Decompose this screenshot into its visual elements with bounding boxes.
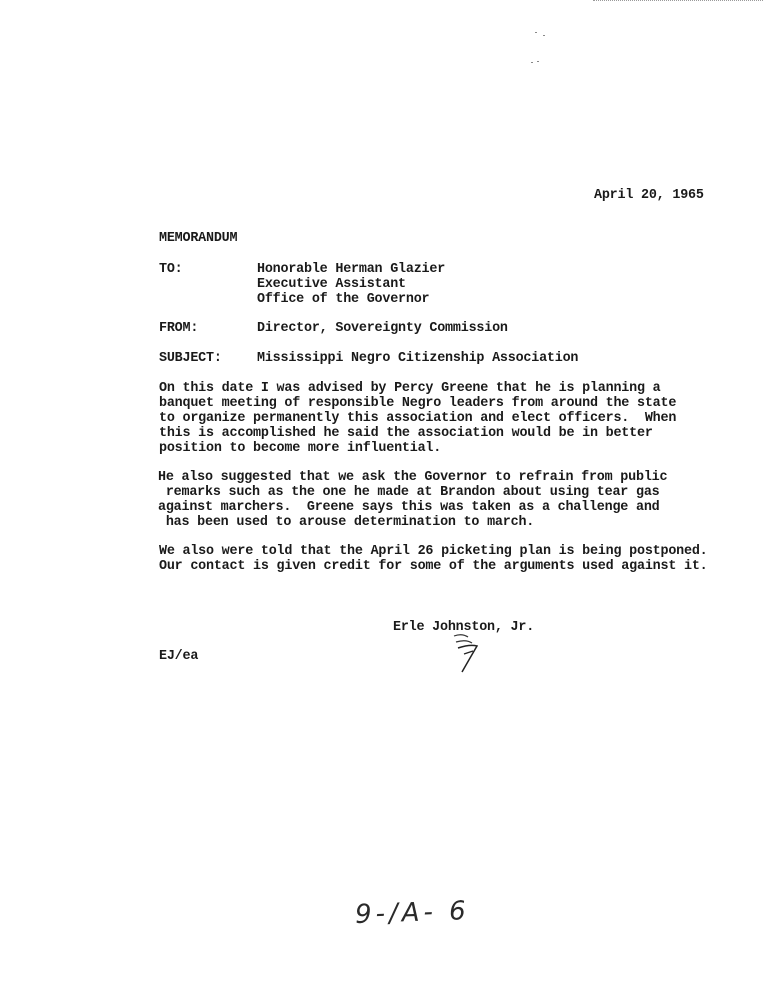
paragraph-line: He also suggested that we ask the Governor to refrain from public bbox=[158, 470, 668, 485]
paragraph-line: this is accomplished he said the association would be in better bbox=[159, 426, 653, 441]
body-paragraph-1 bbox=[159, 381, 676, 456]
paragraph-line: to organize permanently this association and elect officers. When bbox=[159, 411, 677, 426]
typist-initials: EJ/ea bbox=[159, 649, 199, 664]
scan-speck bbox=[537, 61, 539, 62]
scan-speck bbox=[531, 62, 533, 63]
subject-value: Mississippi Negro Citizenship Association bbox=[257, 351, 579, 366]
paragraph-line: banquet meeting of responsible Negro leaders from around the state bbox=[159, 396, 677, 411]
handwritten-file-number: 9-/A- 6 bbox=[354, 896, 471, 930]
body-paragraph-2 bbox=[158, 470, 667, 530]
to-line: Honorable Herman Glazier bbox=[257, 262, 446, 277]
from-value: Director, Sovereignty Commission bbox=[257, 321, 508, 336]
paragraph-line: remarks such as the one he made at Brandon about using tear gas bbox=[158, 485, 660, 500]
to-label: TO: bbox=[159, 262, 183, 277]
paragraph-line: has been used to arouse determination to march. bbox=[158, 515, 535, 530]
scan-speck bbox=[543, 35, 545, 36]
to-line: Office of the Governor bbox=[257, 292, 430, 307]
scan-edge-dots bbox=[593, 0, 763, 3]
paragraph-line: On this date I was advised by Percy Greene that he is planning a bbox=[159, 381, 661, 396]
to-line: Executive Assistant bbox=[257, 277, 406, 292]
scan-speck bbox=[535, 32, 537, 33]
paragraph-line: We also were told that the April 26 picketing plan is being postponed. bbox=[159, 544, 708, 559]
paragraph-line: Our contact is given credit for some of the arguments used against it. bbox=[159, 559, 708, 574]
from-label: FROM: bbox=[159, 321, 199, 336]
subject-label: SUBJECT: bbox=[159, 351, 222, 366]
to-recipient-block bbox=[257, 262, 445, 307]
paragraph-line: against marchers. Greene says this was taken as a challenge and bbox=[158, 500, 660, 515]
body-paragraph-3 bbox=[159, 544, 708, 574]
signature-name: Erle Johnston, Jr. bbox=[393, 620, 535, 635]
memo-heading: MEMORANDUM bbox=[159, 231, 238, 246]
paragraph-line: position to become more influential. bbox=[159, 441, 442, 456]
handwritten-initial-mark bbox=[440, 630, 490, 676]
memo-date: April 20, 1965 bbox=[594, 188, 704, 203]
